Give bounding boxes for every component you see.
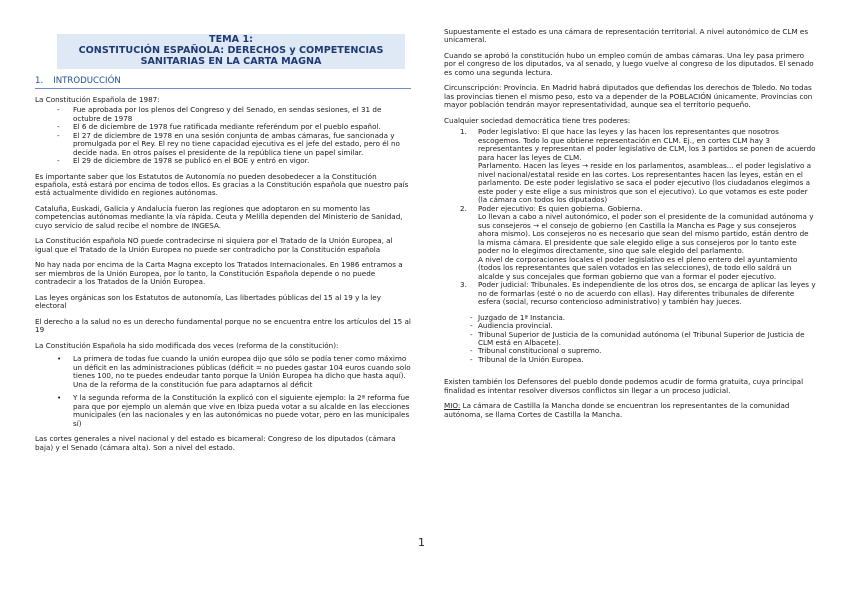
list-item: - Audiencia provincial. [444, 322, 816, 330]
list-item: - El 27 de diciembre de 1978 en una sesión conjunta de ambas cámaras, fue sancionada y promulgada por el Rey. El rey no tiene capacidad ejecutiva es el jefe del estado, pero él no decide nada. En otros países el presidente de la república tiene un papel similar. [35, 132, 411, 157]
power-text: Parlamento. Hacen las leyes → reside en los parlamentos, asambleas... el poder legislativo a nivel nacional/estatal reside en las cortes. Los representantes hacen las leyes, están en el parlamento. De este poder legislativo se saca el poder ejecutivo (los ciudadanos elegimos a este poder y este elige a sus ministros que son el ejecutivo). Lo que votamos es este poder (la cámara con todos los diputados) [478, 161, 812, 205]
power-text: Poder judicial: Tribunales. Es independiente de los otros dos, se encarga de aplicar las leyes y no de formarlas (esté o no de acuerdo con ellas). Hay diferentes tribunales de diferente esfera (social, recurso contencioso administrativo) y también hay jueces. [478, 280, 816, 307]
paragraph: Existen también los Defensores del pueblo donde podemos acudir de forma gratuita, cuya principal finalidad es intentar resolver diversos conflictos sin llegar a un proceso judicial. [444, 377, 804, 395]
paragraph: La Constitución española NO puede contradecirse ni siquiera por el Tratado de la Unión Europea, al igual que el Tratado de la Unión Europea no puede ser contradicho por la Constitución española [35, 236, 393, 254]
mio-label: MIO: [444, 401, 461, 411]
mio-text: La cámara de Castilla la Mancha donde se encuentran los representantes de la comunidad autónoma, se llama Cortes de Castilla la Mancha. [444, 401, 790, 419]
left-column [35, 34, 411, 459]
page-number: 1 [418, 536, 425, 549]
paragraph: Circunscripción: Provincia. En Madrid habrá diputados que defiendas los derechos de Toledo. No todas las provincias tienen el mismo peso, esto va a depender de la POBLACIÓN únicamente. Provincias con mayor población tendrán mayor representatividad, aunque sea el territorio pequeño. [444, 83, 813, 110]
power-text: Poder ejecutivo: Es quien gobierna. Gobierna. [478, 203, 643, 213]
title-line-2: CONSTITUCIÓN ESPAÑOLA: DERECHOS y COMPETENCIAS [78, 44, 384, 56]
section-number: 1. [35, 76, 44, 87]
list-item: • La primera de todas fue cuando la unión europea dijo que sólo se podía tener como máximo un déficit en las administraciones públicas (déficit = no puedes gastar 104 euros cuando solo tienes 100, no te puedes endeudar tanto porque la Unión Europea ha dicho que hasta aquí). Una de la reforma de la constitución fue para adaptarnos al déficit [35, 355, 411, 389]
list-number: 3. [460, 280, 467, 290]
list-item [444, 205, 816, 281]
list-number: 1. [460, 127, 467, 137]
list-item: - Tribunal constitucional o supremo. [444, 347, 816, 355]
paragraph: Supuestamente el estado es una cámara de representación territorial. A nivel autonómico de CLM es unicameral. [444, 27, 809, 45]
list-item [444, 281, 816, 306]
right-column [444, 28, 816, 426]
reform-lead: La Constitución Española ha sido modificada dos veces (reforma de la constitución): [35, 340, 339, 350]
list-item: - Tribunal de la Unión Europea. [444, 356, 816, 364]
document-title [57, 34, 405, 69]
powers-list [444, 128, 816, 306]
power-text: Poder legislativo: El que hace las leyes y las hacen los representantes que nosotros escogemos. Todo lo que obtiene representación en CLM. Ej., en cortes CLM hay 3 representantes y representan el poder legislativo de CLM, los 3 partidos se ponen de acuerdo para hacer las leyes de CLM. [478, 127, 816, 162]
paragraph: Cualquier sociedad democrática tiene tres poderes: [444, 115, 631, 125]
section-heading [35, 76, 411, 88]
constitution-dates-list [35, 106, 411, 165]
paragraph: Cuando se aprobó la constitución hubo un empleo común de ambas cámaras. Una ley pasa primero por el congreso de los diputados, va al senado, y luego vuelve al congreso de los diputados. El senado es como una segunda lectura. [444, 50, 814, 77]
mio-paragraph [444, 402, 816, 419]
paragraph: Cataluña, Euskadi, Galicia y Andalucía fueron las regiones que adoptaron en su momento las competencias autónomas mediante la vía rápida. Ceuta y Melilla dependen del Ministerio de Sanidad, cuyo servicio de salud recibe el nombre de INGESA. [35, 203, 403, 230]
list-item: • Y la segunda reforma de la Constitución la explicó con el siguiente ejemplo: la 2ª reforma fue para que por ejemplo un alemán que vive en Ibiza pueda votar a su alcalde en las elecciones municipales (en las nacionales y en las autonómicas no puede votar, pero en las municipales sí) [35, 394, 411, 428]
courts-list [444, 314, 816, 365]
list-number: 2. [460, 203, 467, 213]
reforms-list [35, 355, 411, 428]
list-item: - Tribunal Superior de Justicia de la comunidad autónoma (el Tribunal Superior de Justicia de CLM está en Albacete). [444, 331, 816, 348]
title-line-3: SANITARIAS EN LA CARTA MAGNA [140, 55, 322, 67]
paragraph: Las leyes orgánicas son los Estatutos de autonomía, Las libertades públicas del 15 al 19 y la ley electoral [35, 292, 381, 311]
paragraph: Es importante saber que los Estatutos de Autonomía no pueden desobedecer a la Constitución española, está estará por encima de todos ellos. Es gracias a la Constitución española que nuestro país está actualmente dividido en regiones autónomas. [35, 171, 409, 198]
title-line-1: TEMA 1: [209, 34, 253, 45]
list-item [444, 128, 816, 204]
constitution-lead: La Constitución Española de 1987: [35, 94, 160, 104]
power-text: Lo llevan a cabo a nivel autonómico, el poder son el presidente de la comunidad autónoma y sus consejeros → el consejo de gobierno (en Castilla la Mancha es Page y sus consejeros ahora mismo). Los consejeros no es necesario que sean del mismo partido, están dentro de la misma cámara. El presidente que sale elegido elige a sus consejeros por lo tanto este poder no lo elegimos directamente, sino que sale elegido del parlamento. [478, 212, 814, 256]
paragraph: Las cortes generales a nivel nacional y del estado es bicameral: Congreso de los diputados (cámara baja) y el Senado (cámara alta). Son a nivel del estado. [35, 434, 396, 452]
power-text: A nivel de corporaciones locales el poder legislativo es el pleno entero del ayuntamiento (todos los representantes que salen votados en las selecciones), de todo ello saldrá un alcalde y sus concejales que forman gobierno que van a formar el poder ejecutivo. [478, 254, 798, 281]
paragraph: El derecho a la salud no es un derecho fundamental porque no se encuentra entre los artículos del 15 al 19 [35, 316, 411, 335]
list-item: - El 29 de diciembre de 1978 se publicó en el BOE y entró en vigor. [35, 157, 411, 165]
section-label: INTRODUCCIÓN [53, 76, 121, 87]
list-item: - Fue aprobada por los plenos del Congreso y del Senado, en sendas sesiones, el 31 de octubre de 1978 [35, 106, 411, 123]
paragraph: No hay nada por encima de la Carta Magna excepto los Tratados Internacionales. En 1986 entramos a ser miembros de la Unión Europea, por lo tanto, la Constitución Española depende o no puede contradecir a los Tratados de la Unión Europea. [35, 260, 403, 287]
list-item: - El 6 de diciembre de 1978 fue ratificada mediante referéndum por el pueblo español. [35, 123, 411, 131]
list-item: - Juzgado de 1ª Instancia. [444, 314, 816, 322]
